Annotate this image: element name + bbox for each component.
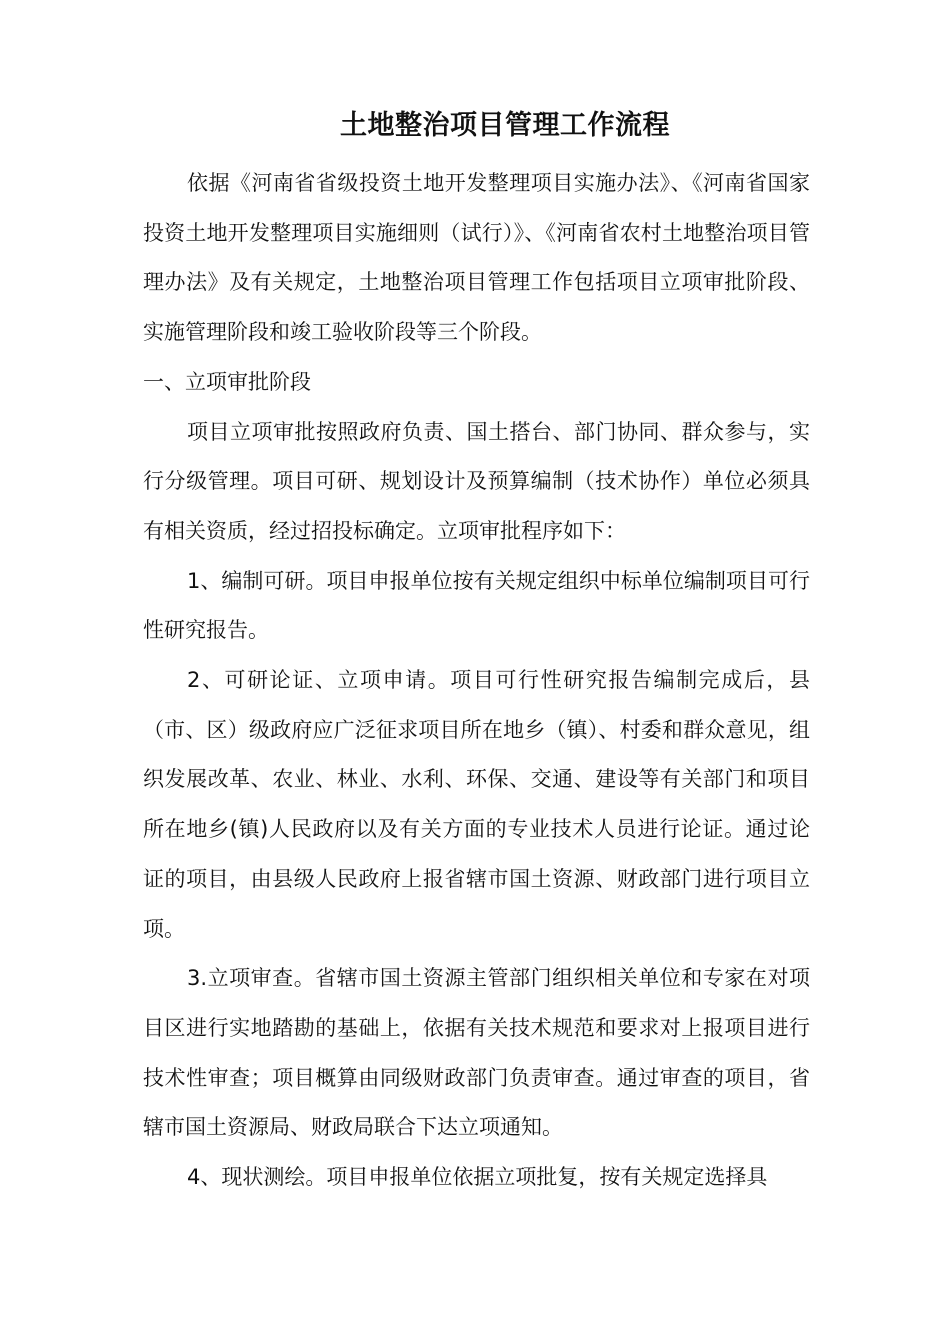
approval-overview-paragraph: 项目立项审批按照政府负责、国土搭台、部门协同、群众参与，实行分级管理。项目可研、规划设计及预算编制（技术协作）单位必须具有相关资质，经过招投标确定。立项审批程序如下： [143, 419, 810, 543]
document-title: 土地整治项目管理工作流程 [340, 110, 670, 141]
step-1-paragraph: 1、编制可研。项目申报单位按有关规定组织中标单位编制项目可行性研究报告。 [143, 568, 810, 643]
intro-paragraph: 依据《河南省省级投资土地开发整理项目实施办法》、《河南省国家投资土地开发整理项目实施细则（试行）》、《河南省农村土地整治项目管理办法》及有关规定，土地整治项目管理工作包括项目立项审批阶段、实施管理阶段和竣工验收阶段等三个阶段。 [143, 171, 810, 345]
section-heading-approval-stage: 一、立项审批阶段 [143, 369, 311, 394]
step-3-paragraph: 3.立项审查。省辖市国土资源主管部门组织相关单位和专家在对项目区进行实地踏勘的基础上，依据有关技术规范和要求对上报项目进行技术性审查；项目概算由同级财政部门负责审查。通过审查的项目，省辖市国土资源局、财政局联合下达立项通知。 [143, 966, 810, 1140]
step-2-paragraph: 2、可研论证、立项申请。项目可行性研究报告编制完成后，县（市、区）级政府应广泛征求项目所在地乡（镇）、村委和群众意见，组织发展改革、农业、林业、水利、环保、交通、建设等有关部门和项目所在地乡(镇)人民政府以及有关方面的专业技术人员进行论证。通过论证的项目，由县级人民政府上报省辖市国土资源、财政部门进行项目立项。 [143, 668, 810, 941]
document-body [143, 159, 810, 1203]
step-4-paragraph: 4、现状测绘。项目申报单位依据立项批复，按有关规定选择具 [187, 1165, 768, 1190]
